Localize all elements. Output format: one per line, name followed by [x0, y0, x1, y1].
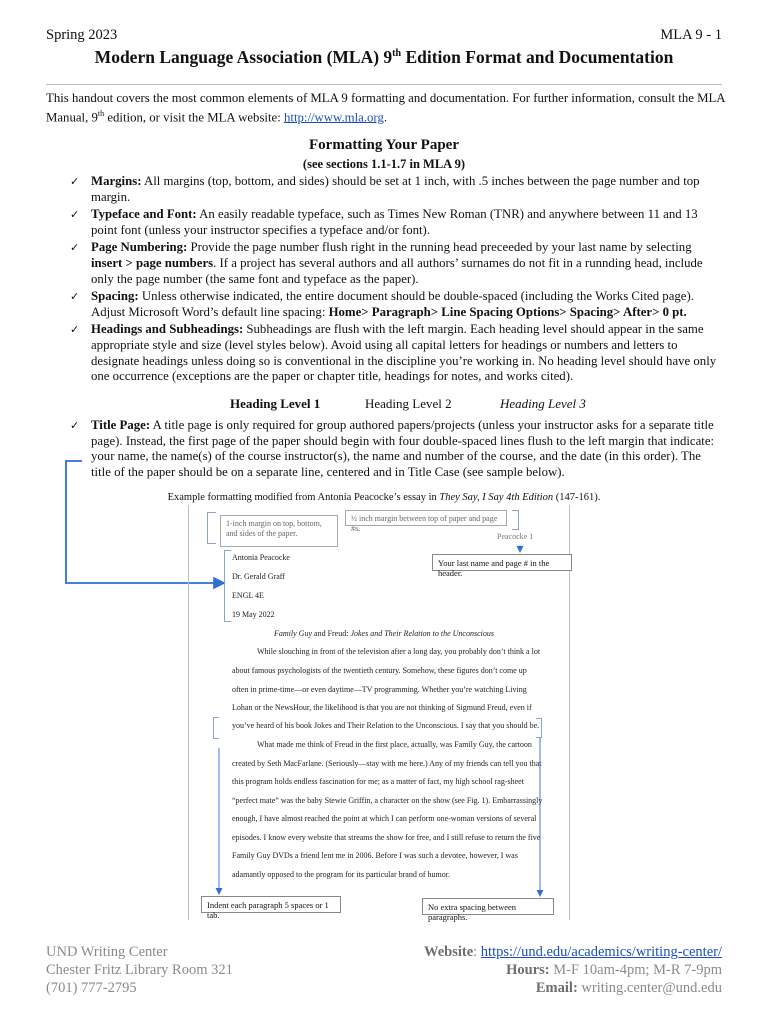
footer-website: Website: https://und.edu/academics/writing-center/	[424, 944, 722, 960]
body-line-8: this program holds endless fascination for me; as a matter of fact, my high school rag-sheet	[232, 777, 524, 786]
section-subtitle: (see sections 1.1-1.7 in MLA 9)	[302, 157, 466, 171]
mla-website-link[interactable]: http://www.mla.org	[283, 110, 384, 125]
footer-hours: Hours: M-F 10am-4pm; M-R 7-9pm	[506, 962, 722, 978]
note-half-inch: ½ inch margin between top of paper and page #s.	[345, 510, 507, 526]
sample-date: 19 May 2022	[232, 610, 275, 619]
body-line-6: What made me think of Freud in the first place, actually, was Family Guy, the cartoon	[257, 740, 532, 749]
item-spacing: ✓ Spacing: Unless otherwise indicated, the entire document should be double-spaced (including the Works Cited page). Adjust Microsoft Word’s default line spacing: Home> Paragraph> Line Spacing Options> Spacing> After> 0 pt.	[70, 289, 694, 319]
footer-email: Email: writing.center@und.edu	[535, 980, 722, 996]
margin-bracket	[207, 512, 216, 544]
term-label: Spring 2023	[46, 27, 118, 43]
body-line-2: about famous psychologists of the twentieth century. Somehow, these figures don’t come up	[232, 666, 527, 675]
page-number: MLA 9 - 1	[660, 27, 722, 43]
sample-instructor: Dr. Gerald Graff	[232, 572, 285, 581]
indent-bracket	[213, 717, 219, 739]
footer-room: Chester Fritz Library Room 321	[46, 962, 233, 978]
sample-course: ENGL 4E	[232, 591, 264, 600]
heading-level-2: Heading Level 2	[365, 396, 452, 411]
body-line-1: While slouching in front of the television after a long day, you probably don’t think a lot	[257, 647, 541, 656]
heading-bracket	[224, 550, 231, 622]
half-inch-bracket	[512, 510, 519, 530]
checkmark-icon: ✓	[70, 419, 80, 432]
heading-level-3: Heading Level 3	[500, 396, 586, 411]
checkmark-icon: ✓	[70, 290, 80, 304]
checkmark-icon: ✓	[70, 208, 80, 222]
note-margin: 1-inch margin on top, bottom, and sides of the paper.	[220, 515, 338, 547]
note-header: Your last name and page # in the header.	[432, 554, 572, 571]
body-line-13: adamantly opposed to the program for its particular brand of humor.	[232, 870, 450, 879]
item-title-page: ✓ Title Page: A title page is only required for group authored papers/projects (unless your instructor asks for a separate title page). Instead, the first page of the paper should begin with four double-spaced lines flush to the left margin that indicate: your name, the name(s) of the course instructor(s), the name and number of the course, and the date (in this order). The title of the paper should be on a separate line, centered and in Title Case (see sample below).	[70, 418, 715, 479]
sample-paper-title: Family Guy and Freud: Jokes and Their Relation to the Unconscious	[274, 629, 494, 638]
section-title: Formatting Your Paper	[309, 137, 459, 153]
body-line-5: you’ve heard of his book Jokes and Their Relation to the Unconscious. I say that you should be.	[232, 721, 540, 730]
body-line-7: created by Seth MacFarlane. (Seriously—stay with me here.) Any of my friends can tell you that	[232, 759, 542, 768]
sample-caption: Example formatting modified from Antonia Peacocke’s essay in They Say, I Say 4th Edition (147-161).	[167, 492, 601, 503]
checkmark-icon: ✓	[70, 175, 80, 188]
running-head: Peacocke 1	[497, 532, 534, 541]
footer-info	[424, 943, 722, 997]
item-headings: ✓ Headings and Subheadings: Subheadings are flush with the left margin. Each heading level should appear in the same appropriate style and size (level styles below). Avoid using all capital letters for headings or numbers and letters to designate headings unless doing so is conventional in the discipline you’re working in. No heading level should have only one occurrence (exceptions are the paper or chapter title, headings for notes, and works cited).	[70, 322, 717, 384]
checkmark-icon: ✓	[70, 323, 80, 337]
intro-paragraph: This handout covers the most common elements of MLA 9 formatting and documentation. For further information, consult the MLA Manual, 9th edition, or visit the MLA website: http://www.mla.org.	[46, 91, 725, 125]
footer-contact	[46, 943, 233, 997]
note-indent: Indent each paragraph 5 spaces or 1 tab.	[201, 896, 341, 913]
item-page-numbering: ✓ Page Numbering: Provide the page number flush right in the running head preceeded by your last name by selecting insert > page numbers. If a project has several authors and all authors’ surnames do not fit in a runnding head, include only the page number (the same font and typeface as the paper).	[70, 240, 703, 286]
footer-phone: (701) 777-2795	[46, 980, 137, 996]
body-line-4: Lohan or the NewsHour, the likelihood is that you are not thinking of Sigmund Freud, even if	[232, 703, 532, 712]
footer-org: UND Writing Center	[46, 944, 168, 960]
writing-center-link[interactable]: https://und.edu/academics/writing-center/	[480, 944, 722, 960]
body-line-3: often in prime-time—or even daytime—TV programming. Whether you’re watching Living	[232, 685, 527, 694]
item-typeface: ✓ Typeface and Font: An easily readable typeface, such as Times New Roman (TNR) and anywhere between 11 and 13 point font (unless your instructor specifies a typeface and/or font).	[70, 207, 698, 237]
body-line-10: enough, I have almost reached the point at which I can perform one-woman versions of several	[232, 814, 537, 823]
body-line-11: episodes. I know every website that streams the show for free, and I still refuse to return the five	[232, 833, 541, 842]
body-line-9: “perfect mate” was the baby Stewie Griffin, a character on the show (see Fig. 1). Embarrassingly	[232, 796, 543, 805]
document-title: Modern Language Association (MLA) 9th Edition Format and Documentation	[94, 47, 674, 67]
note-spacing: No extra spacing between paragraphs.	[422, 898, 554, 915]
body-line-12: Family Guy DVDs a friend lent me in 2006. Before I was such a devotee, however, I was	[232, 851, 518, 860]
heading-level-1: Heading Level 1	[230, 396, 321, 411]
sample-name: Antonia Peacocke	[232, 553, 290, 562]
checkmark-icon: ✓	[70, 241, 80, 255]
item-margins: ✓ Margins: All margins (top, bottom, and sides) should be set at 1 inch, with .5 inches between the page number and top margin.	[70, 174, 700, 204]
